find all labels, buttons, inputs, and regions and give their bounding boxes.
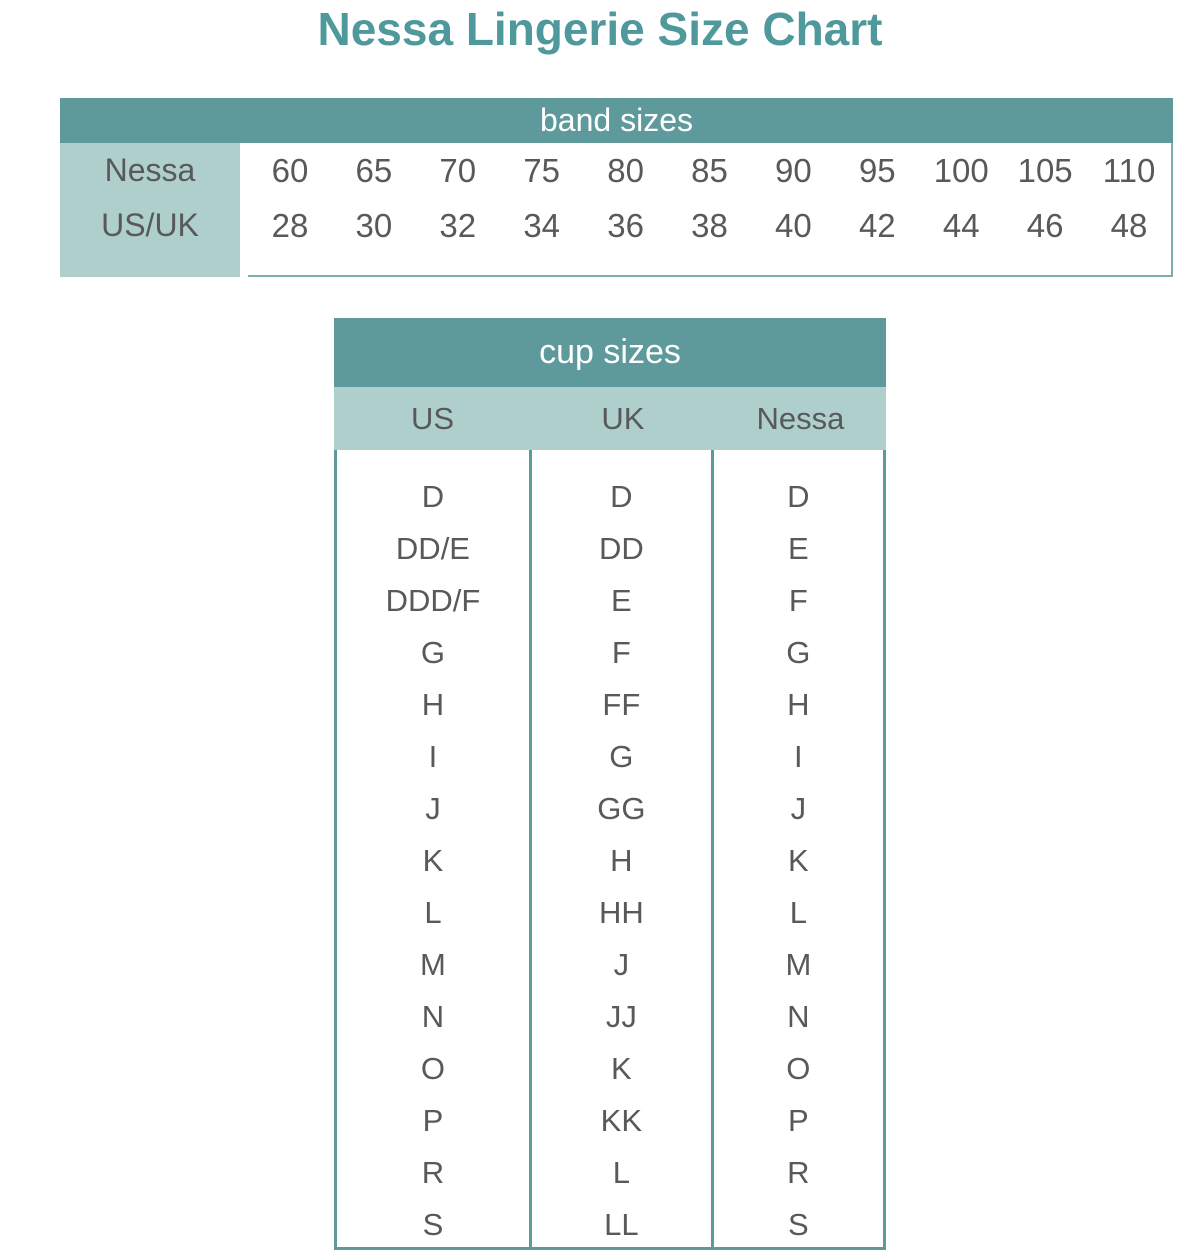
cup-size-cell: L	[789, 895, 807, 930]
band-sizes-table-body	[60, 143, 1173, 277]
band-row-labels	[60, 143, 240, 277]
band-size-cell: 65	[355, 151, 393, 189]
band-size-cell: 80	[607, 151, 644, 189]
band-sizes-grid	[248, 143, 1173, 277]
cup-size-cell: D	[421, 479, 445, 514]
cup-size-cell: N	[787, 999, 810, 1034]
cup-size-cell: HH	[598, 895, 644, 930]
band-size-cell: 36	[607, 206, 644, 244]
band-size-cell: 95	[858, 151, 896, 189]
cup-size-cell: J	[613, 947, 630, 982]
cup-sizes-table-header: cup sizes	[334, 318, 886, 387]
band-size-cell: 44	[942, 206, 980, 244]
band-size-cell: 34	[523, 206, 561, 244]
cup-size-cell: DD/E	[395, 531, 470, 566]
cup-size-cell: H	[610, 843, 633, 878]
cup-size-cell: S	[422, 1207, 444, 1242]
cup-size-cell: F	[788, 583, 808, 618]
cup-column-nessa	[714, 450, 883, 1247]
cup-size-cell: G	[420, 635, 446, 670]
cup-size-cell: F	[611, 635, 631, 670]
cup-size-cell: G	[786, 635, 811, 670]
cup-size-cell: K	[788, 843, 809, 878]
cup-size-cell: LL	[604, 1207, 639, 1242]
cup-size-cell: I	[794, 739, 803, 774]
cup-size-cell: DDD/F	[385, 583, 481, 618]
band-size-cell: 48	[1110, 206, 1148, 244]
cup-size-cell: P	[788, 1103, 809, 1138]
cup-size-cell: K	[422, 843, 444, 878]
cup-sizes-table-body	[334, 450, 886, 1250]
cup-size-cell: M	[785, 947, 812, 982]
cup-size-cell: J	[790, 791, 807, 826]
band-size-cell: 110	[1102, 151, 1156, 189]
cup-size-cell: R	[421, 1155, 445, 1190]
band-size-cell: 28	[271, 206, 309, 244]
cup-size-cell: E	[788, 531, 809, 566]
cup-size-cell: K	[610, 1051, 632, 1086]
cup-column-us	[337, 450, 532, 1247]
cup-size-cell: G	[609, 739, 634, 774]
band-size-cell: 90	[775, 151, 812, 189]
cup-size-cell: M	[420, 947, 446, 982]
band-row-label-usuk: US/UK	[101, 207, 199, 243]
cup-column-uk	[532, 450, 714, 1247]
band-size-cell: 85	[691, 151, 728, 189]
cup-size-cell: D	[787, 479, 810, 514]
cup-size-cell: D	[610, 479, 633, 514]
cup-size-cell: O	[420, 1051, 446, 1086]
band-size-cell: 46	[1026, 206, 1064, 244]
band-size-cell: 100	[933, 151, 989, 189]
cup-size-cell: I	[428, 739, 438, 774]
cup-size-cell: JJ	[605, 999, 637, 1034]
band-size-cell: 75	[523, 151, 561, 189]
cup-column-header-us: US	[410, 400, 455, 436]
band-size-cell: 105	[1017, 151, 1073, 189]
cup-size-cell: P	[422, 1103, 444, 1138]
cup-size-cell: N	[421, 999, 445, 1034]
cup-size-cell: L	[612, 1155, 630, 1190]
cup-column-header-nessa: Nessa	[756, 400, 845, 436]
cup-size-cell: R	[787, 1155, 810, 1190]
band-row-label-nessa: Nessa	[104, 152, 196, 188]
cup-size-cell: GG	[597, 791, 646, 826]
page-title: Nessa Lingerie Size Chart	[317, 3, 883, 55]
band-sizes-table	[60, 98, 1173, 277]
cup-size-cell: KK	[600, 1103, 642, 1138]
band-size-cell: 40	[775, 206, 812, 244]
cup-size-cell: H	[421, 687, 445, 722]
cup-size-cell: O	[786, 1051, 811, 1086]
band-size-cell: 32	[439, 206, 477, 244]
band-size-cell: 70	[439, 151, 477, 189]
cup-size-cell: L	[424, 895, 442, 930]
cup-column-headers	[334, 387, 886, 450]
cup-size-cell: DD	[598, 531, 644, 566]
band-size-cell: 42	[858, 206, 896, 244]
cup-size-cell: E	[610, 583, 632, 618]
band-sizes-table-header: band sizes	[60, 98, 1173, 143]
cup-size-cell: J	[425, 791, 441, 826]
cup-size-cell: H	[787, 687, 810, 722]
cup-sizes-table	[334, 318, 886, 1250]
cup-column-header-uk: UK	[601, 400, 645, 436]
band-size-cell: 60	[271, 151, 309, 189]
band-size-cell: 38	[691, 206, 728, 244]
cup-size-cell: S	[788, 1207, 809, 1242]
band-size-cell: 30	[355, 206, 393, 244]
cup-size-cell: FF	[602, 687, 641, 722]
